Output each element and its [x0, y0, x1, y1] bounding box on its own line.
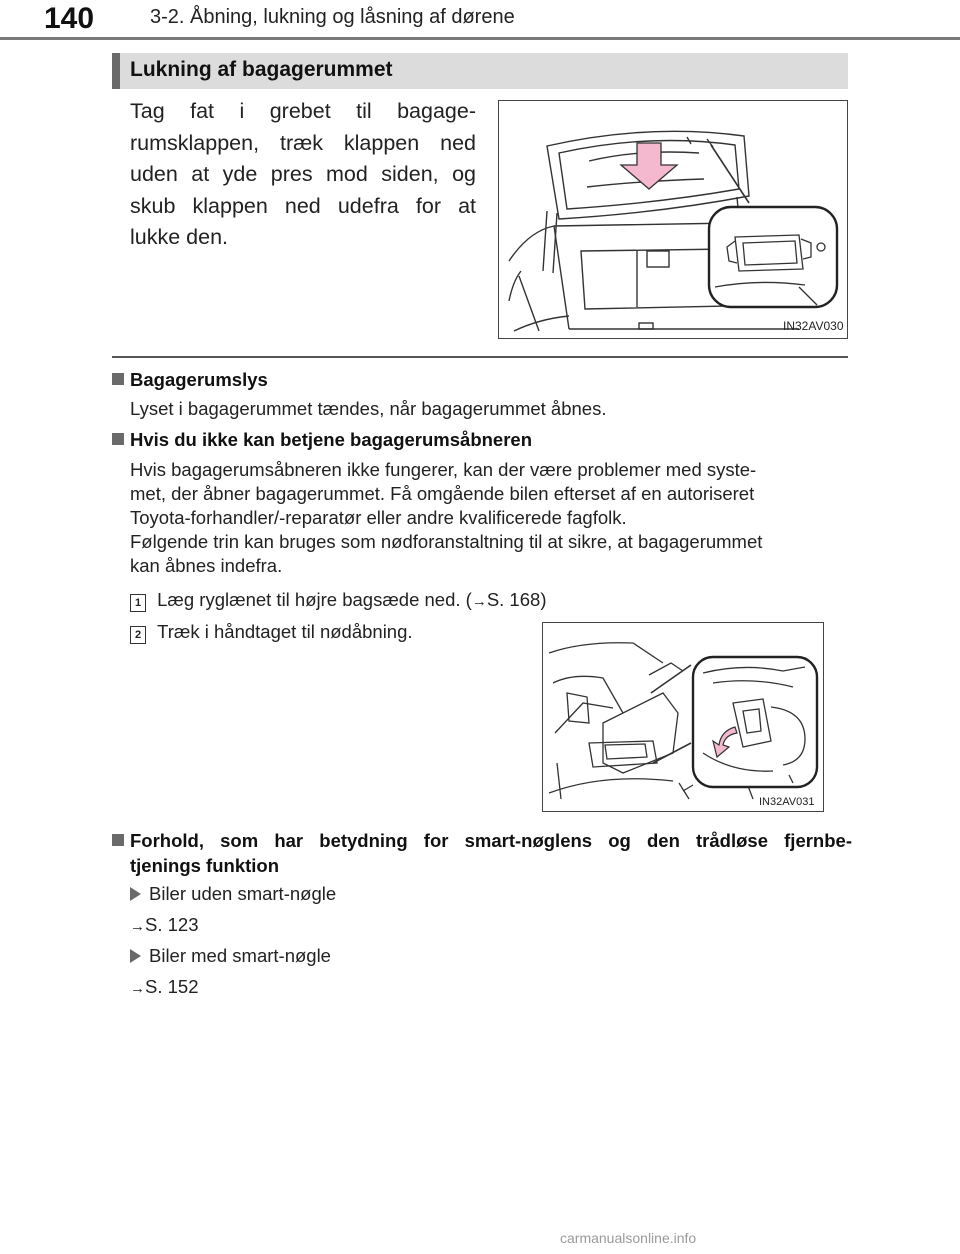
paragraph-line: Toyota-forhandler/-reparatør eller andre kvalificerede fagfolk. [130, 507, 627, 528]
step-text: Læg ryglænet til højre bagsæde ned. ( [157, 589, 472, 610]
emergency-release-drawing [543, 623, 823, 811]
trunk-lid-illustration [498, 100, 848, 339]
paragraph-line: met, der åbner bagagerummet. Få omgående bilen efterset af en autoriseret [130, 483, 755, 504]
page-reference[interactable]: S. 152 [145, 976, 199, 997]
figure-code-2: IN32AV031 [759, 796, 815, 808]
triangle-bullet-icon [130, 949, 141, 963]
arrow-right-icon: → [471, 593, 487, 610]
note-paragraph [130, 458, 850, 578]
smart-key-item-1 [130, 882, 336, 906]
square-bullet-icon [112, 373, 124, 385]
chapter-title: 3-2. Åbning, lukning og låsning af dørene [150, 6, 515, 28]
step-number: 2 [130, 626, 146, 644]
note-trunk-light [112, 369, 268, 391]
step-suffix: ) [540, 589, 547, 610]
arrow-right-icon: → [130, 980, 145, 997]
section-divider [112, 356, 848, 358]
page-reference[interactable]: S. 168 [486, 589, 541, 610]
section-title: Lukning af bagagerummet [130, 58, 393, 81]
paragraph-line: kan åbnes indefra. [130, 555, 283, 576]
square-bullet-icon [112, 433, 124, 445]
smart-key-ref-1[interactable] [130, 913, 199, 939]
note-heading-line-2: tjenings funktion [130, 855, 280, 876]
item-label: Biler uden smart-nøgle [149, 883, 337, 904]
trunk-lid-drawing [499, 101, 847, 338]
emergency-release-illustration [542, 622, 824, 812]
note-text: Lyset i bagagerummet tændes, når bagagerummet åbnes. [130, 398, 607, 419]
square-bullet-icon [112, 834, 124, 846]
section-title-bar [112, 53, 848, 89]
arrow-right-icon: → [130, 918, 145, 935]
note-heading-line-1: Forhold, som har betydning for smart-nøglens og den trådløse fjernbe- [130, 830, 852, 851]
note-opener-fail [112, 429, 532, 451]
note-smart-key [112, 830, 852, 877]
page-reference[interactable]: S. 123 [145, 914, 199, 935]
footer-watermark: carmanualsonline.info [560, 1230, 697, 1246]
triangle-bullet-icon [130, 887, 141, 901]
smart-key-ref-2[interactable] [130, 975, 199, 1001]
step-1 [130, 588, 546, 614]
intro-paragraph: Tag fat i grebet til bagage-rumsklappen, træk klappen ned uden at yde pres mod siden, og skub klappen ned udefra for at lukke den. [130, 99, 476, 249]
note-heading: Bagagerumslys [130, 369, 268, 390]
item-label: Biler med smart-nøgle [149, 945, 331, 966]
header-divider [0, 37, 960, 40]
step-text: Træk i håndtaget til nødåbning. [157, 621, 413, 642]
smart-key-item-2 [130, 944, 331, 968]
step-2 [130, 620, 413, 644]
paragraph-line: Følgende trin kan bruges som nødforanstaltning til at sikre, at bagagerummet [130, 531, 763, 552]
page-number: 140 [44, 2, 95, 35]
paragraph-line: Hvis bagagerumsåbneren ikke fungerer, kan der være problemer med syste- [130, 459, 757, 480]
section-accent [112, 53, 120, 89]
figure-code-1: IN32AV030 [783, 319, 844, 333]
step-number: 1 [130, 594, 146, 612]
note-heading: Hvis du ikke kan betjene bagagerumsåbneren [130, 429, 533, 450]
